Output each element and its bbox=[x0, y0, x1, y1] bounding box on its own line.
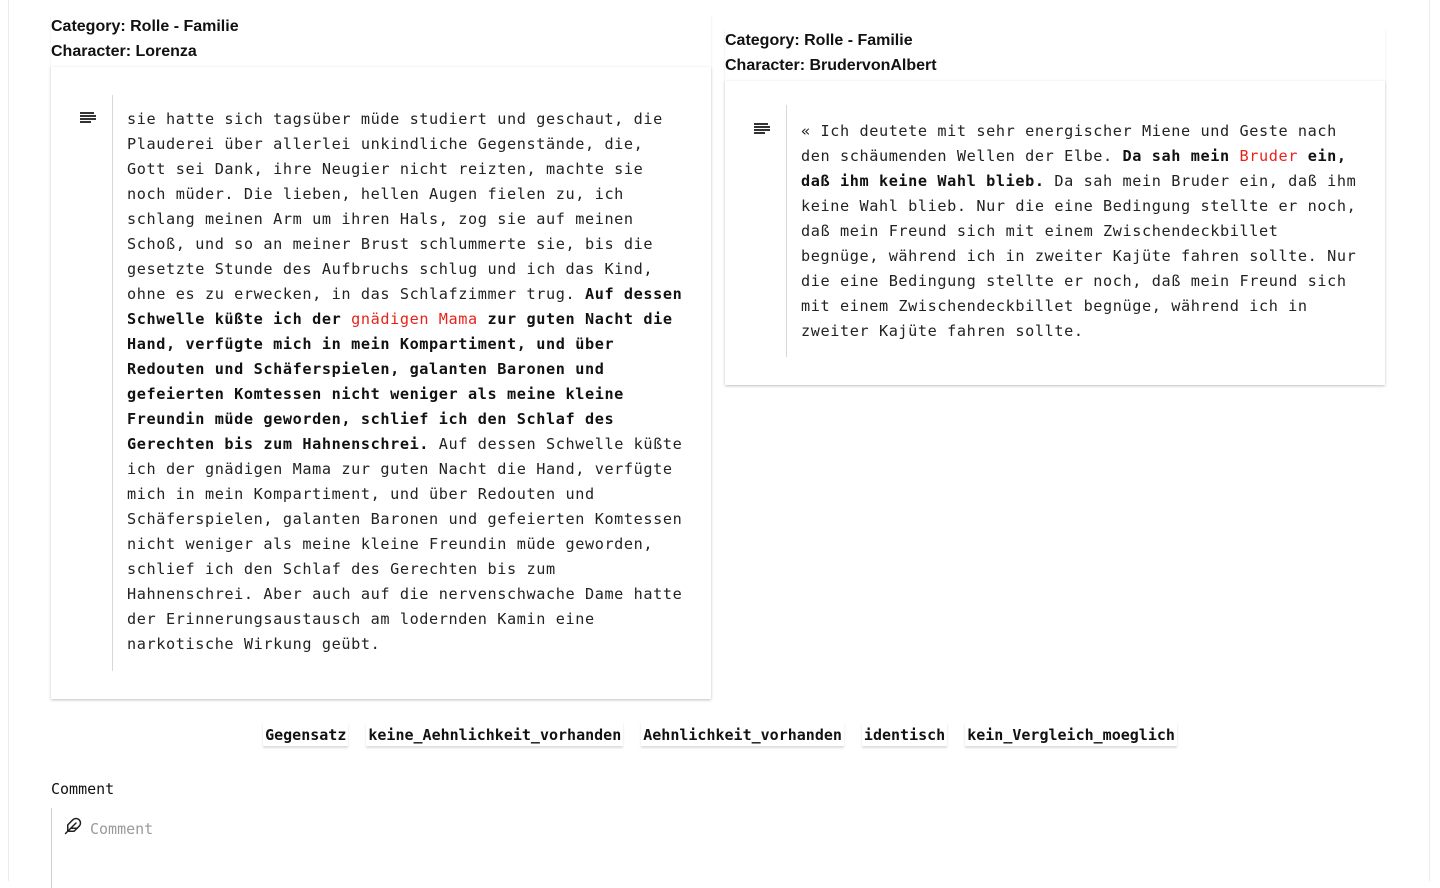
highlighted-entity: gnädigen Mama bbox=[351, 310, 478, 328]
right-panel-header bbox=[725, 28, 1385, 81]
passage-bold-segment bbox=[127, 285, 682, 453]
comment-field-container bbox=[51, 808, 1385, 888]
left-text-panel bbox=[51, 14, 711, 699]
label-button-keine-aehnlichkeit[interactable]: keine_Aehnlichkeit_vorhanden bbox=[366, 722, 623, 746]
passage-plain-after: Da sah mein Bruder ein, daß ihm keine Wahl blieb. Nur die eine Bedingung stellte er noch, daß mein Freund sich mit einem Zwischendeckbillet begnüge, während ich in zweiter Kajüte fahren sollte. Nur die eine Bedingung stellte er noch, daß mein Freund sich mit einem Zwischendeckbillet begnüge, während ich in zweiter Kajüte fahren sollte. bbox=[801, 172, 1357, 340]
right-category-label: Category: Rolle - Familie bbox=[725, 32, 913, 49]
passage-plain-after: Auf dessen Schwelle küßte ich der gnädigen Mama zur guten Nacht die Hand, verfügte mich in mein Kompartiment, und über Redouten und Schäferspielen, galanten Baronen und gefeierten Komtessen nicht weniger als meine kleine Freundin müde geworden, schlief ich den Schlaf des Gerechten bis zum Hahnenschrei. Aber auch auf die nervenschwache Dame hatte der Erinnerungsaustausch am lodernden Kamin eine narkotische Wirkung geübt. bbox=[127, 435, 683, 653]
right-passage-text bbox=[801, 119, 1361, 344]
text-lines-icon bbox=[80, 112, 96, 124]
left-panel-header bbox=[51, 14, 711, 67]
feather-icon bbox=[64, 817, 82, 835]
left-text-card bbox=[51, 67, 711, 699]
comment-input[interactable] bbox=[90, 818, 990, 840]
passage-bold-before: Da sah mein bbox=[1122, 147, 1240, 165]
passage-bold-after: ein, daß ihm keine Wahl blieb. bbox=[801, 147, 1347, 190]
passage-bold-before: Auf dessen Schwelle küßte ich der bbox=[127, 285, 683, 328]
label-button-identisch[interactable]: identisch bbox=[862, 722, 947, 746]
text-lines-icon bbox=[754, 123, 770, 135]
passage-bold-after: zur guten Nacht die Hand, verfügte mich in mein Kompartiment, und über Redouten und Schäferspielen, galanten Baronen und gefeierten Komtessen nicht weniger als meine kleine Freundin müde geworden, schlief ich den Schlaf des Gerechten bis zum Hahnenschrei. bbox=[127, 310, 673, 453]
highlighted-entity: Bruder bbox=[1239, 147, 1298, 165]
quote-rule bbox=[112, 95, 113, 671]
passage-plain-before: « Ich deutete mit sehr energischer Miene und Geste nach den schäumenden Wellen der Elbe. bbox=[801, 122, 1337, 165]
label-button-group bbox=[0, 722, 1440, 746]
left-category-label: Category: Rolle - Familie bbox=[51, 18, 239, 35]
label-button-aehnlichkeit[interactable]: Aehnlichkeit_vorhanden bbox=[641, 722, 844, 746]
label-button-kein-vergleich[interactable]: kein_Vergleich_moeglich bbox=[965, 722, 1177, 746]
right-text-card bbox=[725, 81, 1385, 385]
label-button-gegensatz[interactable]: Gegensatz bbox=[263, 722, 348, 746]
right-text-panel bbox=[725, 28, 1385, 385]
quote-rule bbox=[786, 105, 787, 357]
left-character-label: Character: Lorenza bbox=[51, 43, 197, 60]
comment-heading: Comment bbox=[51, 780, 115, 798]
passage-plain-before: sie hatte sich tagsüber müde studiert und geschaut, die Plauderei über allerlei unkindliche Gegenstände, die, Gott sei Dank, ihre Neugier nicht reizten, machte sie noch müder. Die lieben, hellen Augen fielen zu, ich schlang meinen Arm um ihren Hals, zog sie auf meinen Schoß, und so an meiner Brust schlummerte sie, bis die gesetzte Stunde des Aufbruchs schlug und ich das Kind, ohne es zu erwecken, in das Schlafzimmer trug. bbox=[127, 110, 663, 303]
left-passage-text bbox=[127, 107, 687, 657]
right-character-label: Character: BrudervonAlbert bbox=[725, 57, 937, 74]
